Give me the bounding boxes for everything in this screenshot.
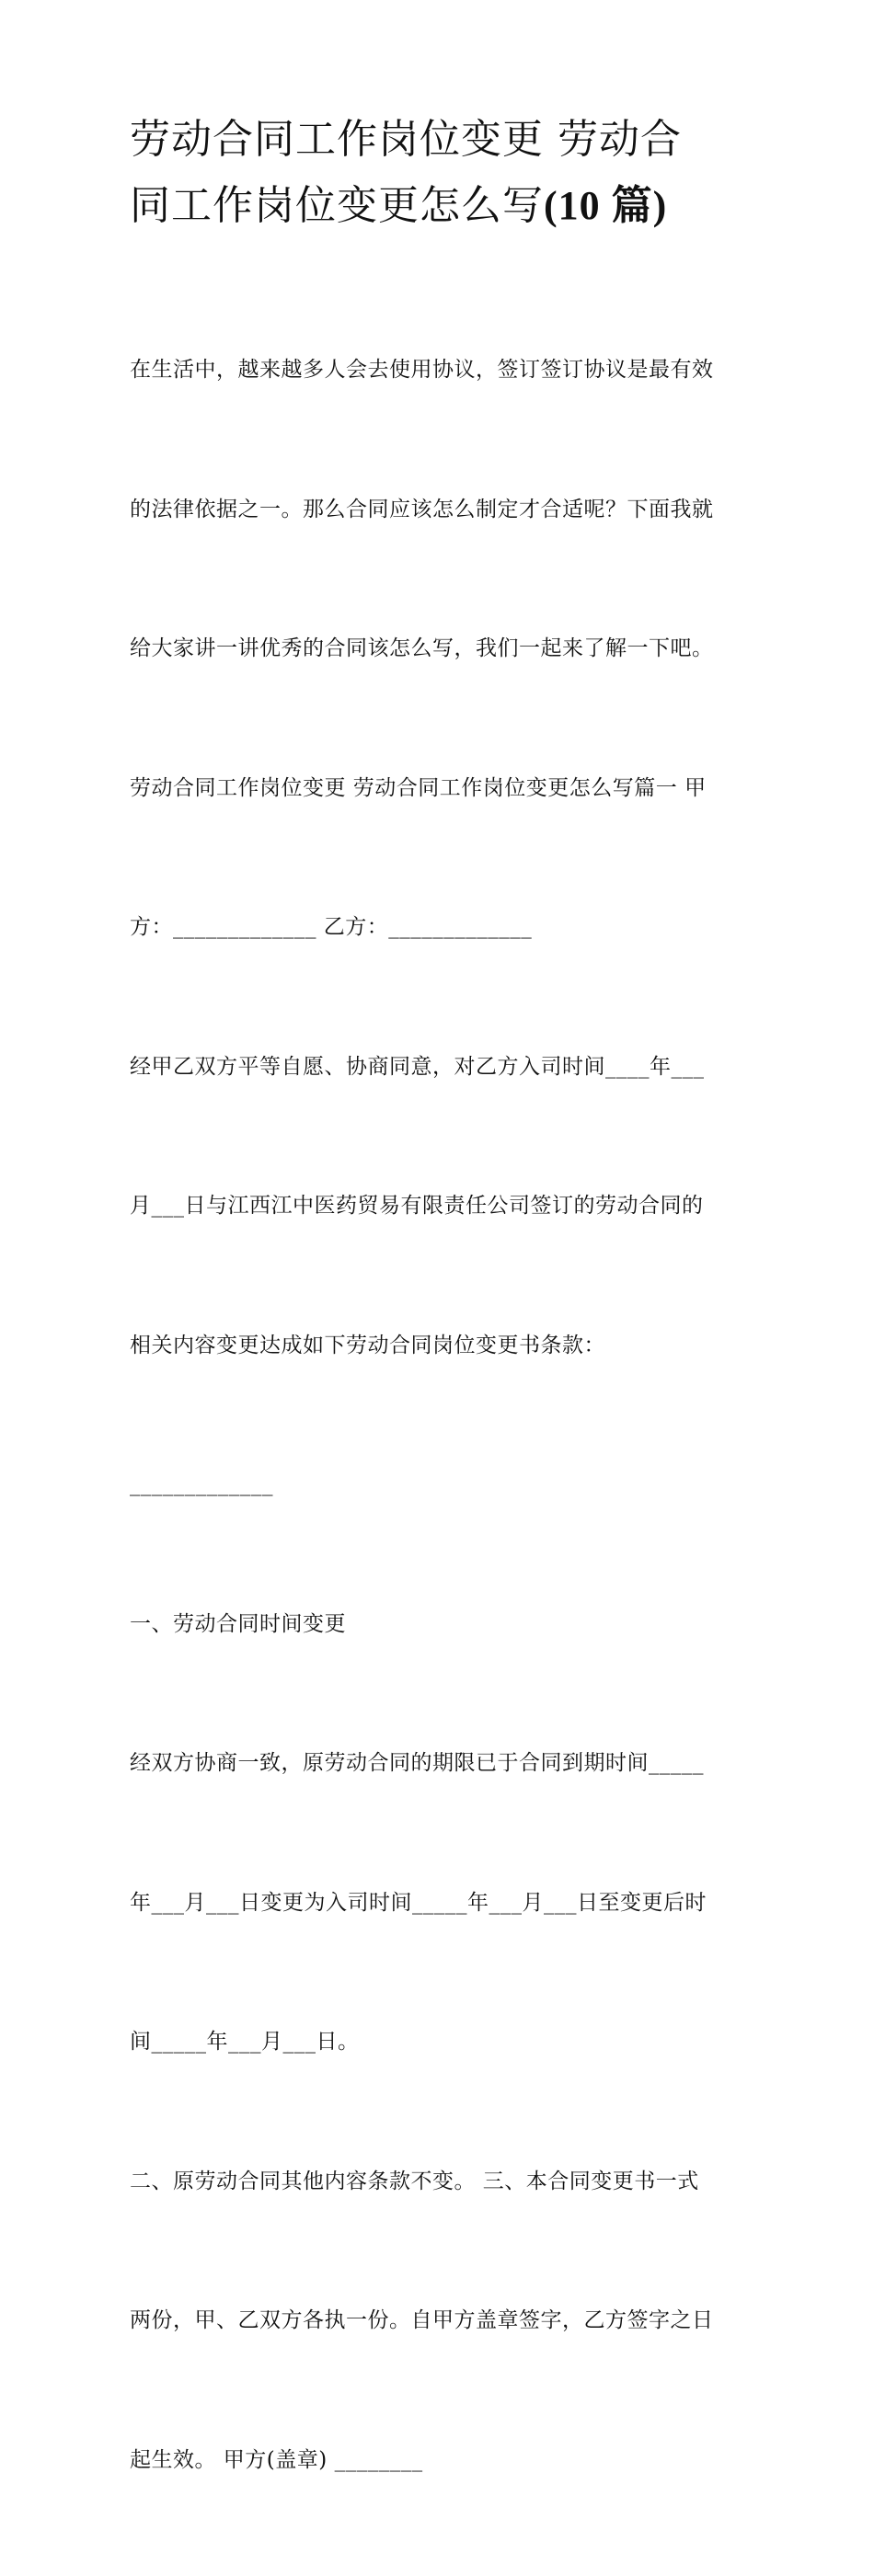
document-title	[130, 107, 765, 239]
body-line: 两份，甲、乙双方各执一份。自甲方盖章签字，乙方签字之日	[130, 2308, 714, 2332]
body-line: 年___月___日变更为入司时间_____年___月___日至变更后时	[130, 1890, 707, 1915]
body-line: 经双方协商一致，原劳动合同的期限已于合同到期时间_____	[130, 1751, 704, 1775]
body-line: 劳动合同工作岗位变更 劳动合同工作岗位变更怎么写篇一 甲	[130, 775, 707, 800]
title-line-2-count: (10 篇)	[544, 183, 668, 228]
body-line: 月___日与江西江中医药贸易有限责任公司签订的劳动合同的	[130, 1194, 704, 1218]
title-line-1: 劳动合同工作岗位变更 劳动合	[130, 116, 682, 163]
body-line: 起生效。 甲方(盖章) ________	[130, 2447, 423, 2472]
body-line: 二、原劳动合同其他内容条款不变。 三、本合同变更书一式	[130, 2169, 699, 2193]
title-line-2: 同工作岗位变更怎么写	[130, 182, 544, 229]
section-heading: 一、劳动合同时间变更	[130, 1611, 346, 1636]
document-body	[130, 254, 755, 2576]
body-line: 在生活中，越来越多人会去使用协议，签订签订协议是最有效	[130, 358, 714, 382]
body-line: 方：_____________ 乙方：_____________	[130, 915, 533, 939]
body-line: 的法律依据之一。那么合同应该怎么制定才合适呢？下面我就	[130, 497, 714, 521]
body-line: _____________	[130, 1472, 273, 1496]
body-line: 相关内容变更达成如下劳动合同岗位变更书条款：	[130, 1333, 605, 1357]
body-line: 给大家讲一讲优秀的合同该怎么写，我们一起来了解一下吧。	[130, 636, 714, 660]
body-line: 经甲乙双方平等自愿、协商同意，对乙方入司时间____年___	[130, 1054, 705, 1079]
body-line: 间_____年___月___日。	[130, 2030, 360, 2054]
